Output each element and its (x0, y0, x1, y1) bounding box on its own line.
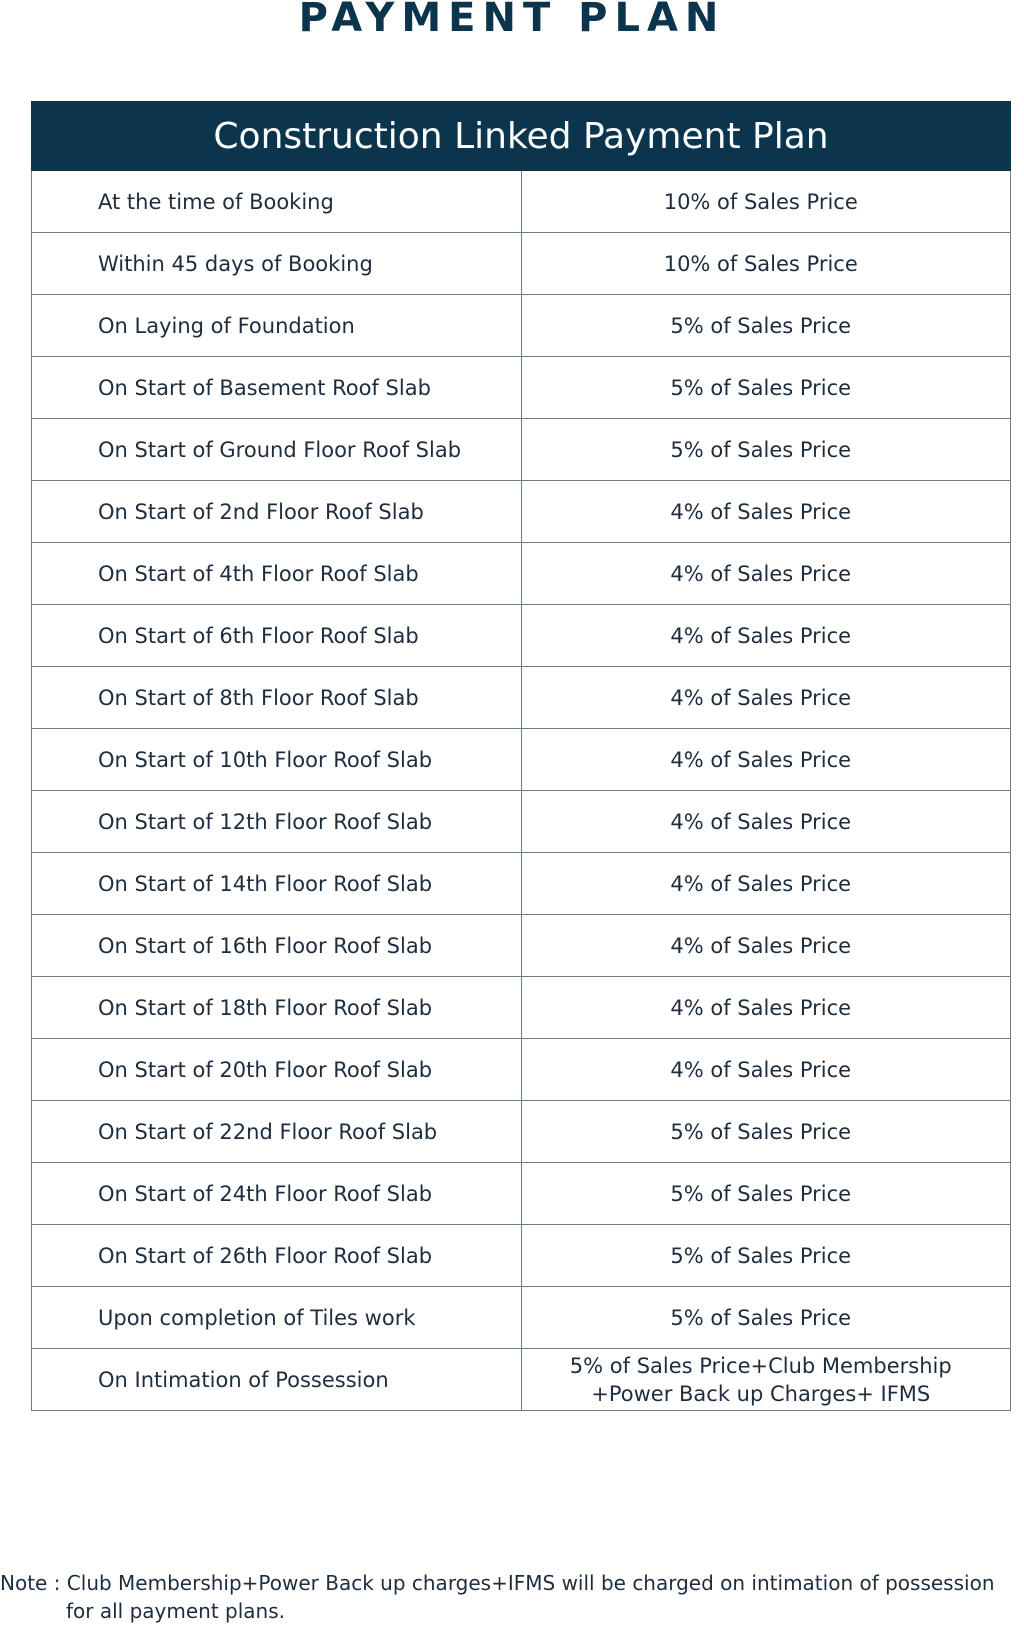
amount-cell: 5% of Sales Price (521, 1101, 1011, 1163)
table-row (32, 667, 1011, 729)
table-row (32, 1163, 1011, 1225)
amount-line-1: 5% of Sales Price+Club Membership (569, 1353, 952, 1378)
footnote (0, 1569, 1024, 1625)
stage-cell: On Start of 18th Floor Roof Slab (32, 977, 522, 1039)
stage-cell: On Start of 10th Floor Roof Slab (32, 729, 522, 791)
amount-line-2: +Power Back up Charges+ IFMS (591, 1381, 931, 1406)
amount-cell: 10% of Sales Price (521, 233, 1011, 295)
amount-cell: 4% of Sales Price (521, 791, 1011, 853)
amount-cell: 5% of Sales Price (521, 1287, 1011, 1349)
stage-cell: On Start of 26th Floor Roof Slab (32, 1225, 522, 1287)
amount-cell: 4% of Sales Price (521, 977, 1011, 1039)
stage-cell: On Laying of Foundation (32, 295, 522, 357)
amount-cell: 5% of Sales Price (521, 419, 1011, 481)
table-row (32, 419, 1011, 481)
stage-cell: Within 45 days of Booking (32, 233, 522, 295)
amount-cell: 10% of Sales Price (521, 171, 1011, 233)
table-row (32, 1225, 1011, 1287)
table-row (32, 915, 1011, 977)
table-row (32, 543, 1011, 605)
table-row (32, 1287, 1011, 1349)
stage-cell: At the time of Booking (32, 171, 522, 233)
table-row (32, 171, 1011, 233)
amount-cell: 4% of Sales Price (521, 729, 1011, 791)
table-row (32, 1101, 1011, 1163)
table-row (32, 481, 1011, 543)
stage-cell: On Start of 4th Floor Roof Slab (32, 543, 522, 605)
stage-cell: On Start of Ground Floor Roof Slab (32, 419, 522, 481)
table-row (32, 791, 1011, 853)
table-row (32, 729, 1011, 791)
stage-cell: On Start of 12th Floor Roof Slab (32, 791, 522, 853)
stage-cell: On Start of 22nd Floor Roof Slab (32, 1101, 522, 1163)
stage-cell: On Start of 16th Floor Roof Slab (32, 915, 522, 977)
stage-cell: Upon completion of Tiles work (32, 1287, 522, 1349)
amount-cell: 4% of Sales Price (521, 605, 1011, 667)
stage-cell: On Start of 24th Floor Roof Slab (32, 1163, 522, 1225)
table-row (32, 233, 1011, 295)
stage-cell: On Start of 2nd Floor Roof Slab (32, 481, 522, 543)
table-row (32, 357, 1011, 419)
footnote-line-1: Note : Club Membership+Power Back up charges+IFMS will be charged on intimation of possession (0, 1571, 995, 1595)
stage-cell: On Start of Basement Roof Slab (32, 357, 522, 419)
stage-cell: On Intimation of Possession (32, 1349, 522, 1411)
table-row (32, 295, 1011, 357)
amount-cell: 4% of Sales Price (521, 1039, 1011, 1101)
amount-cell: 5% of Sales Price (521, 295, 1011, 357)
payment-plan-table (31, 101, 1011, 1411)
stage-cell: On Start of 20th Floor Roof Slab (32, 1039, 522, 1101)
footnote-line-2: for all payment plans. (66, 1599, 285, 1623)
table-body (32, 171, 1011, 1411)
amount-cell (521, 1349, 1011, 1411)
amount-cell: 5% of Sales Price (521, 1163, 1011, 1225)
amount-cell: 4% of Sales Price (521, 915, 1011, 977)
table-row (32, 853, 1011, 915)
stage-cell: On Start of 6th Floor Roof Slab (32, 605, 522, 667)
stage-cell: On Start of 14th Floor Roof Slab (32, 853, 522, 915)
table-row (32, 977, 1011, 1039)
stage-cell: On Start of 8th Floor Roof Slab (32, 667, 522, 729)
amount-cell: 5% of Sales Price (521, 1225, 1011, 1287)
amount-cell: 4% of Sales Price (521, 667, 1011, 729)
amount-cell: 5% of Sales Price (521, 357, 1011, 419)
table-row (32, 1039, 1011, 1101)
amount-cell: 4% of Sales Price (521, 853, 1011, 915)
page-title: PAYMENT PLAN (298, 0, 726, 41)
amount-cell: 4% of Sales Price (521, 481, 1011, 543)
table-row (32, 605, 1011, 667)
table-header: Construction Linked Payment Plan (32, 102, 1011, 171)
amount-cell: 4% of Sales Price (521, 543, 1011, 605)
table-header-row (32, 102, 1011, 171)
table-row-possession (32, 1349, 1011, 1411)
